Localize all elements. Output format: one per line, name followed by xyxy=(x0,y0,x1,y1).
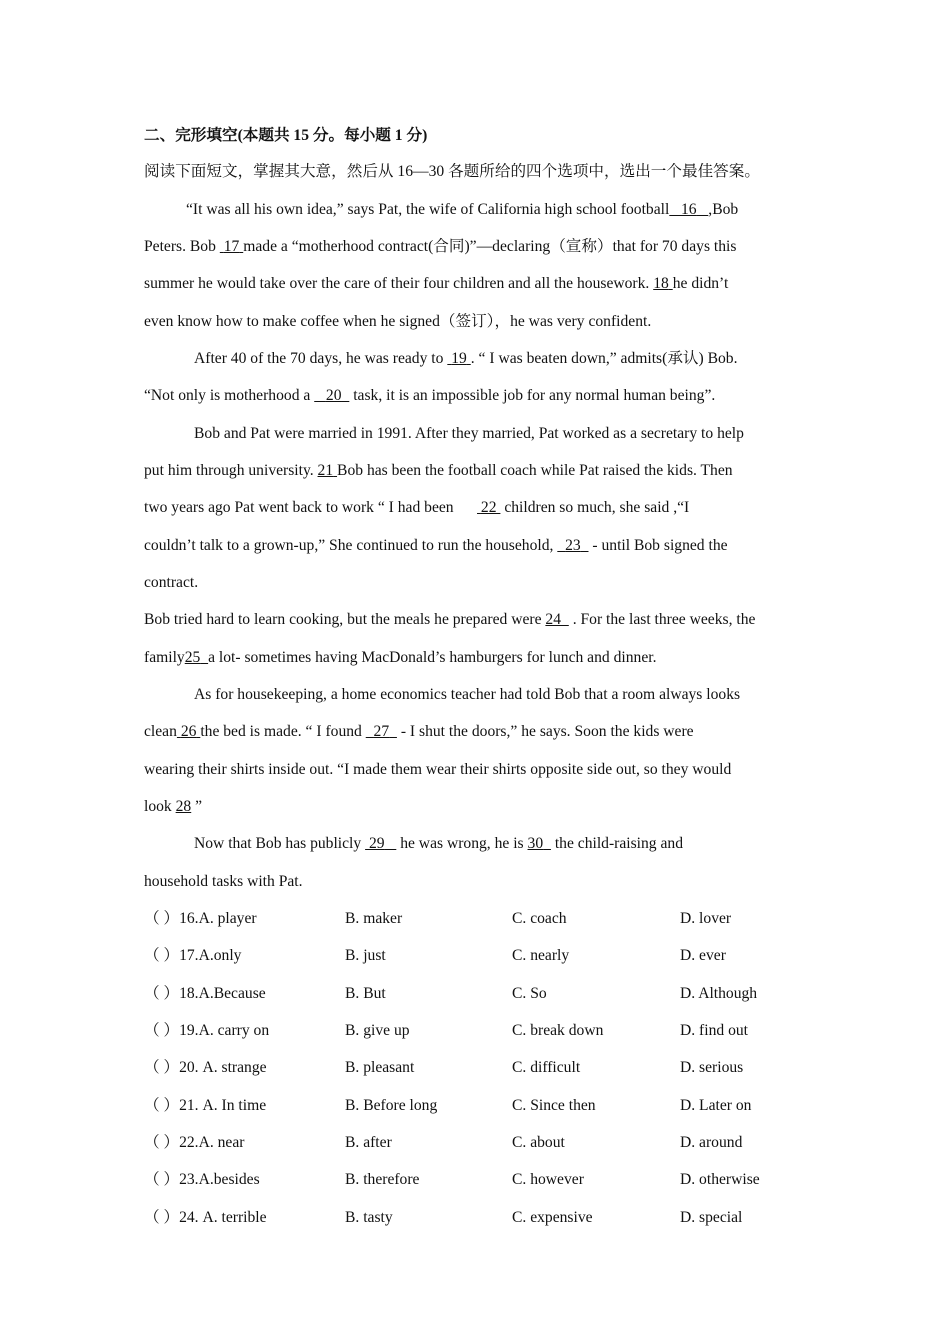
passage-line: “It was all his own idea,” says Pat, the wife of California high school football 16 ,Bob xyxy=(186,201,739,218)
option-d: D. serious xyxy=(680,1059,744,1076)
blank-26: 26 xyxy=(180,723,197,740)
question-stem: （ ）23.A.besides xyxy=(144,1171,260,1188)
blank-16: 16 xyxy=(681,201,697,218)
blank-24: 24 xyxy=(545,611,561,628)
option-b: B. after xyxy=(345,1134,392,1151)
passage-line: As for housekeeping, a home economics teacher had told Bob that a room always looks xyxy=(194,686,741,703)
passage-line: Bob and Pat were married in 1991. After they married, Pat worked as a secretary to help xyxy=(194,425,744,442)
passage-line: Peters. Bob 17 made a “motherhood contract(合同)”—declaring（宣称）that for 70 days this xyxy=(144,238,737,255)
passage-line: look 28 ” xyxy=(144,798,203,815)
option-b: B. maker xyxy=(345,910,403,927)
option-d: D. find out xyxy=(680,1022,749,1039)
blank-22: 22 xyxy=(480,499,497,516)
option-c: C. difficult xyxy=(512,1059,581,1076)
option-c: C. nearly xyxy=(512,947,570,964)
passage-line: two years ago Pat went back to work “ I had been 22 children so much, she said ,“I xyxy=(144,499,690,516)
passage-line: “Not only is motherhood a 20 task, it is an impossible job for any normal human being”. xyxy=(144,387,716,404)
question-stem: （ ）24. A. terrible xyxy=(144,1209,267,1226)
blank-17: 17 xyxy=(223,238,240,255)
blank-23: 23 xyxy=(565,537,581,554)
passage-line: contract. xyxy=(144,574,199,591)
option-b: B. But xyxy=(345,985,386,1002)
passage-line: summer he would take over the care of their four children and all the housework. 18 he didn’t xyxy=(144,275,729,292)
question-stem: （ ）20. A. strange xyxy=(144,1059,267,1076)
option-c: C. however xyxy=(512,1171,584,1188)
blank-18: 18 xyxy=(653,275,669,292)
passage-line: family25 a lot- sometimes having MacDonald’s hamburgers for lunch and dinner. xyxy=(144,649,657,666)
option-c: C. So xyxy=(512,985,547,1002)
option-d: D. Although xyxy=(680,985,758,1002)
passage-line: wearing their shirts inside out. “I made them wear their shirts opposite side out, so they would xyxy=(144,761,732,778)
blank-21: 21 xyxy=(317,462,334,479)
question-stem: （ ）19.A. carry on xyxy=(144,1022,270,1039)
option-d: D. Later on xyxy=(680,1097,752,1114)
option-b: B. give up xyxy=(345,1022,410,1039)
blank-20: 20 xyxy=(325,387,342,404)
passage-line: household tasks with Pat. xyxy=(144,873,303,890)
passage-line: clean 26 the bed is made. “ I found 27 - I shut the doors,” he says. Soon the kids were xyxy=(144,723,694,740)
question-stem: （ ）18.A.Because xyxy=(144,985,266,1002)
passage-line: Now that Bob has publicly 29 he was wrong, he is 30 the child-raising and xyxy=(194,835,683,852)
blank-28: 28 xyxy=(175,798,192,815)
option-c: C. about xyxy=(512,1134,565,1151)
instruction: 阅读下面短文，掌握其大意，然后从 16—30 各题所给的四个选项中，选出一个最佳答案。 xyxy=(144,163,760,180)
question-stem: （ ）16.A. player xyxy=(144,910,257,927)
passage-line: After 40 of the 70 days, he was ready to 19 . “ I was beaten down,” admits(承认) Bob. xyxy=(194,350,738,367)
question-stem: （ ）17.A.only xyxy=(144,947,242,964)
option-b: B. pleasant xyxy=(345,1059,415,1076)
blank-29: 29 xyxy=(369,835,385,852)
option-b: B. tasty xyxy=(345,1209,393,1226)
option-b: B. therefore xyxy=(345,1171,420,1188)
option-d: D. lover xyxy=(680,910,732,927)
option-b: B. just xyxy=(345,947,386,964)
question-stem: （ ）22.A. near xyxy=(144,1134,245,1151)
option-d: D. otherwise xyxy=(680,1171,760,1188)
blank-30: 30 xyxy=(527,835,544,852)
blank-27: 27 xyxy=(373,723,390,740)
passage-line: Bob tried hard to learn cooking, but the meals he prepared were 24 . For the last three weeks, the xyxy=(144,611,756,628)
passage-line: couldn’t talk to a grown-up,” She continued to run the household, 23 - until Bob signed the xyxy=(144,537,728,554)
option-b: B. Before long xyxy=(345,1097,438,1114)
blank-19: 19 xyxy=(451,350,467,367)
passage-line: even know how to make coffee when he signed（签订），he was very confident. xyxy=(144,313,652,330)
option-d: D. ever xyxy=(680,947,726,964)
option-c: C. Since then xyxy=(512,1097,596,1114)
option-c: C. break down xyxy=(512,1022,604,1039)
option-c: C. coach xyxy=(512,910,567,927)
option-d: D. special xyxy=(680,1209,743,1226)
option-c: C. expensive xyxy=(512,1209,593,1226)
question-stem: （ ）21. A. In time xyxy=(144,1097,267,1114)
option-d: D. around xyxy=(680,1134,743,1151)
section-title: 二、完形填空(本题共 15 分。每小题 1 分) xyxy=(144,127,428,144)
blank-25: 25 xyxy=(184,649,201,666)
passage-line: put him through university. 21 Bob has been the football coach while Pat raised the kids. Then xyxy=(144,462,733,479)
